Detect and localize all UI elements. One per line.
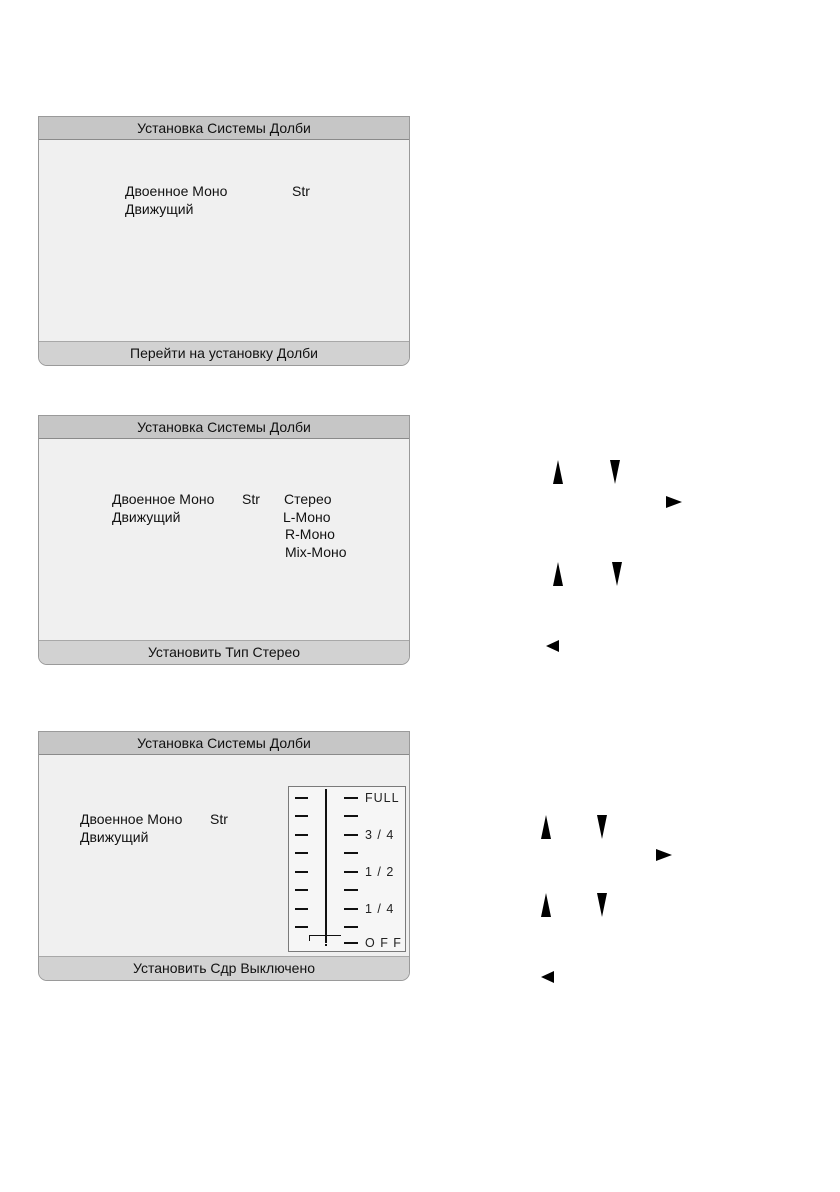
tick [295,908,308,910]
panel-footer-hint: Установить Сдр Выключено [39,956,409,980]
panel-footer-hint: Перейти на установку Долби [39,341,409,365]
right-arrow-icon [656,849,672,861]
tick [344,908,358,910]
dual-mono-label[interactable]: Двоенное Моно [80,811,183,827]
dual-mono-value: Str [210,811,228,827]
slider-handle[interactable] [309,935,341,941]
tick [344,815,358,817]
left-arrow-icon [541,971,554,983]
dynamic-label[interactable]: Движущий [80,829,149,845]
slider-dot [325,944,327,946]
tick [344,852,358,854]
dolby-setup-screen-2 [38,415,410,665]
level-full: FULL [365,791,400,805]
tick [344,926,358,928]
tick [344,871,358,873]
tick [295,815,308,817]
dual-mono-value: Str [292,183,310,199]
drc-level-slider[interactable] [288,786,406,952]
panel-footer-hint: Установить Тип Стерео [39,640,409,664]
tick [344,797,358,799]
panel-title: Установка Системы Долби [39,117,409,140]
up-arrow-icon [553,460,563,484]
down-arrow-icon [597,893,607,917]
tick [295,871,308,873]
dolby-setup-screen-3 [38,731,410,981]
tick [344,889,358,891]
tick [344,942,358,944]
tick [295,889,308,891]
panel-title: Установка Системы Долби [39,732,409,755]
dynamic-label[interactable]: Движущий [125,201,194,217]
option-r-mono[interactable]: R-Моно [285,526,335,542]
dual-mono-label[interactable]: Двоенное Моно [112,491,215,507]
option-l-mono[interactable]: L-Моно [283,509,331,525]
up-arrow-icon [541,893,551,917]
level-three-quarters: 3 / 4 [365,828,395,842]
down-arrow-icon [597,815,607,839]
tick [295,834,308,836]
up-arrow-icon [553,562,563,586]
level-off: O F F [365,936,402,950]
option-stereo[interactable]: Стерео [284,491,332,507]
dolby-setup-screen-1 [38,116,410,366]
down-arrow-icon [612,562,622,586]
left-arrow-icon [546,640,559,652]
slider-track [325,789,327,943]
down-arrow-icon [610,460,620,484]
tick [295,926,308,928]
option-mix-mono[interactable]: Mix-Моно [285,544,347,560]
tick [295,852,308,854]
up-arrow-icon [541,815,551,839]
panel-title: Установка Системы Долби [39,416,409,439]
level-quarter: 1 / 4 [365,902,395,916]
level-half: 1 / 2 [365,865,395,879]
tick [295,797,308,799]
tick [344,834,358,836]
dual-mono-value: Str [242,491,260,507]
dynamic-label[interactable]: Движущий [112,509,181,525]
right-arrow-icon [666,496,682,508]
dual-mono-label[interactable]: Двоенное Моно [125,183,228,199]
